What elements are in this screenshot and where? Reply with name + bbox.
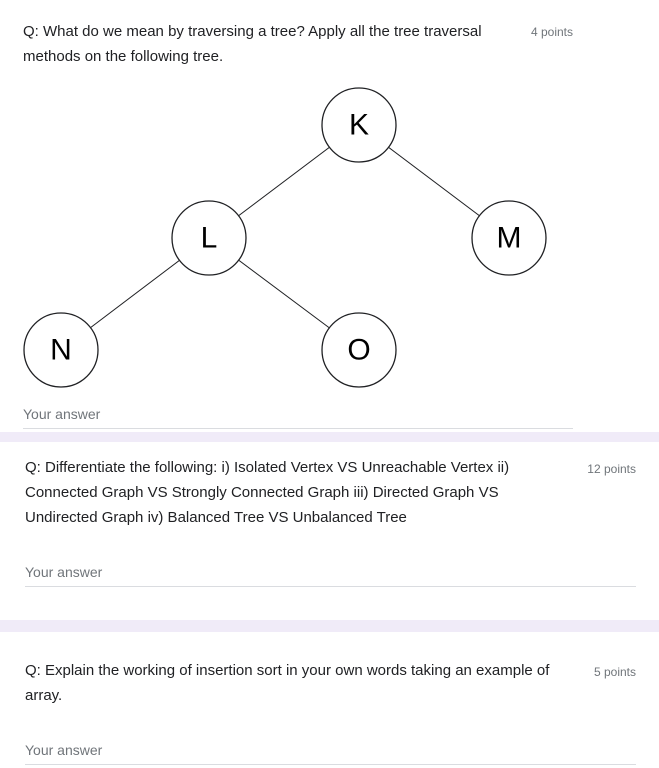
question-card-3 <box>0 632 659 768</box>
question-2-answer-placeholder: Your answer <box>25 564 103 580</box>
tree-node-n <box>24 313 98 387</box>
question-2-title: Q: Differentiate the following: i) Isolated Vertex VS Unreachable Vertex ii) Connected Graph VS Strongly Connected Graph iii) Directed Graph VS Undirected Graph iv) Balanced Tree VS Unbalanced Tree <box>25 459 510 526</box>
tree-node-k <box>322 88 396 162</box>
question-3-title: Q: Explain the working of insertion sort in your own words taking an example of array. <box>25 662 550 704</box>
question-card-2 <box>0 442 659 620</box>
question-3-answer-underline <box>25 764 636 765</box>
tree-diagram <box>0 85 600 395</box>
question-1-title: Q: What do we mean by traversing a tree? Apply all the tree traversal methods on the following tree. <box>23 23 482 65</box>
tree-node-k-label: K <box>348 108 370 142</box>
question-1-answer-underline <box>23 428 573 429</box>
tree-node-m <box>472 201 546 275</box>
tree-node-o-label: O <box>347 333 371 367</box>
tree-node-m-label: M <box>496 221 522 255</box>
question-1-points: 4 points <box>530 25 573 39</box>
tree-node-o <box>322 313 396 387</box>
card-separator-1 <box>0 432 659 442</box>
tree-node-l-label: L <box>200 221 218 255</box>
question-2-answer-underline <box>25 586 636 587</box>
tree-node-l <box>172 201 246 275</box>
question-2-points: 12 points <box>587 462 636 476</box>
card-separator-2 <box>0 620 659 632</box>
tree-node-n-label: N <box>50 333 72 367</box>
question-1-answer-placeholder: Your answer <box>23 406 101 422</box>
question-3-answer-placeholder: Your answer <box>25 742 103 758</box>
question-3-points: 5 points <box>593 665 636 679</box>
